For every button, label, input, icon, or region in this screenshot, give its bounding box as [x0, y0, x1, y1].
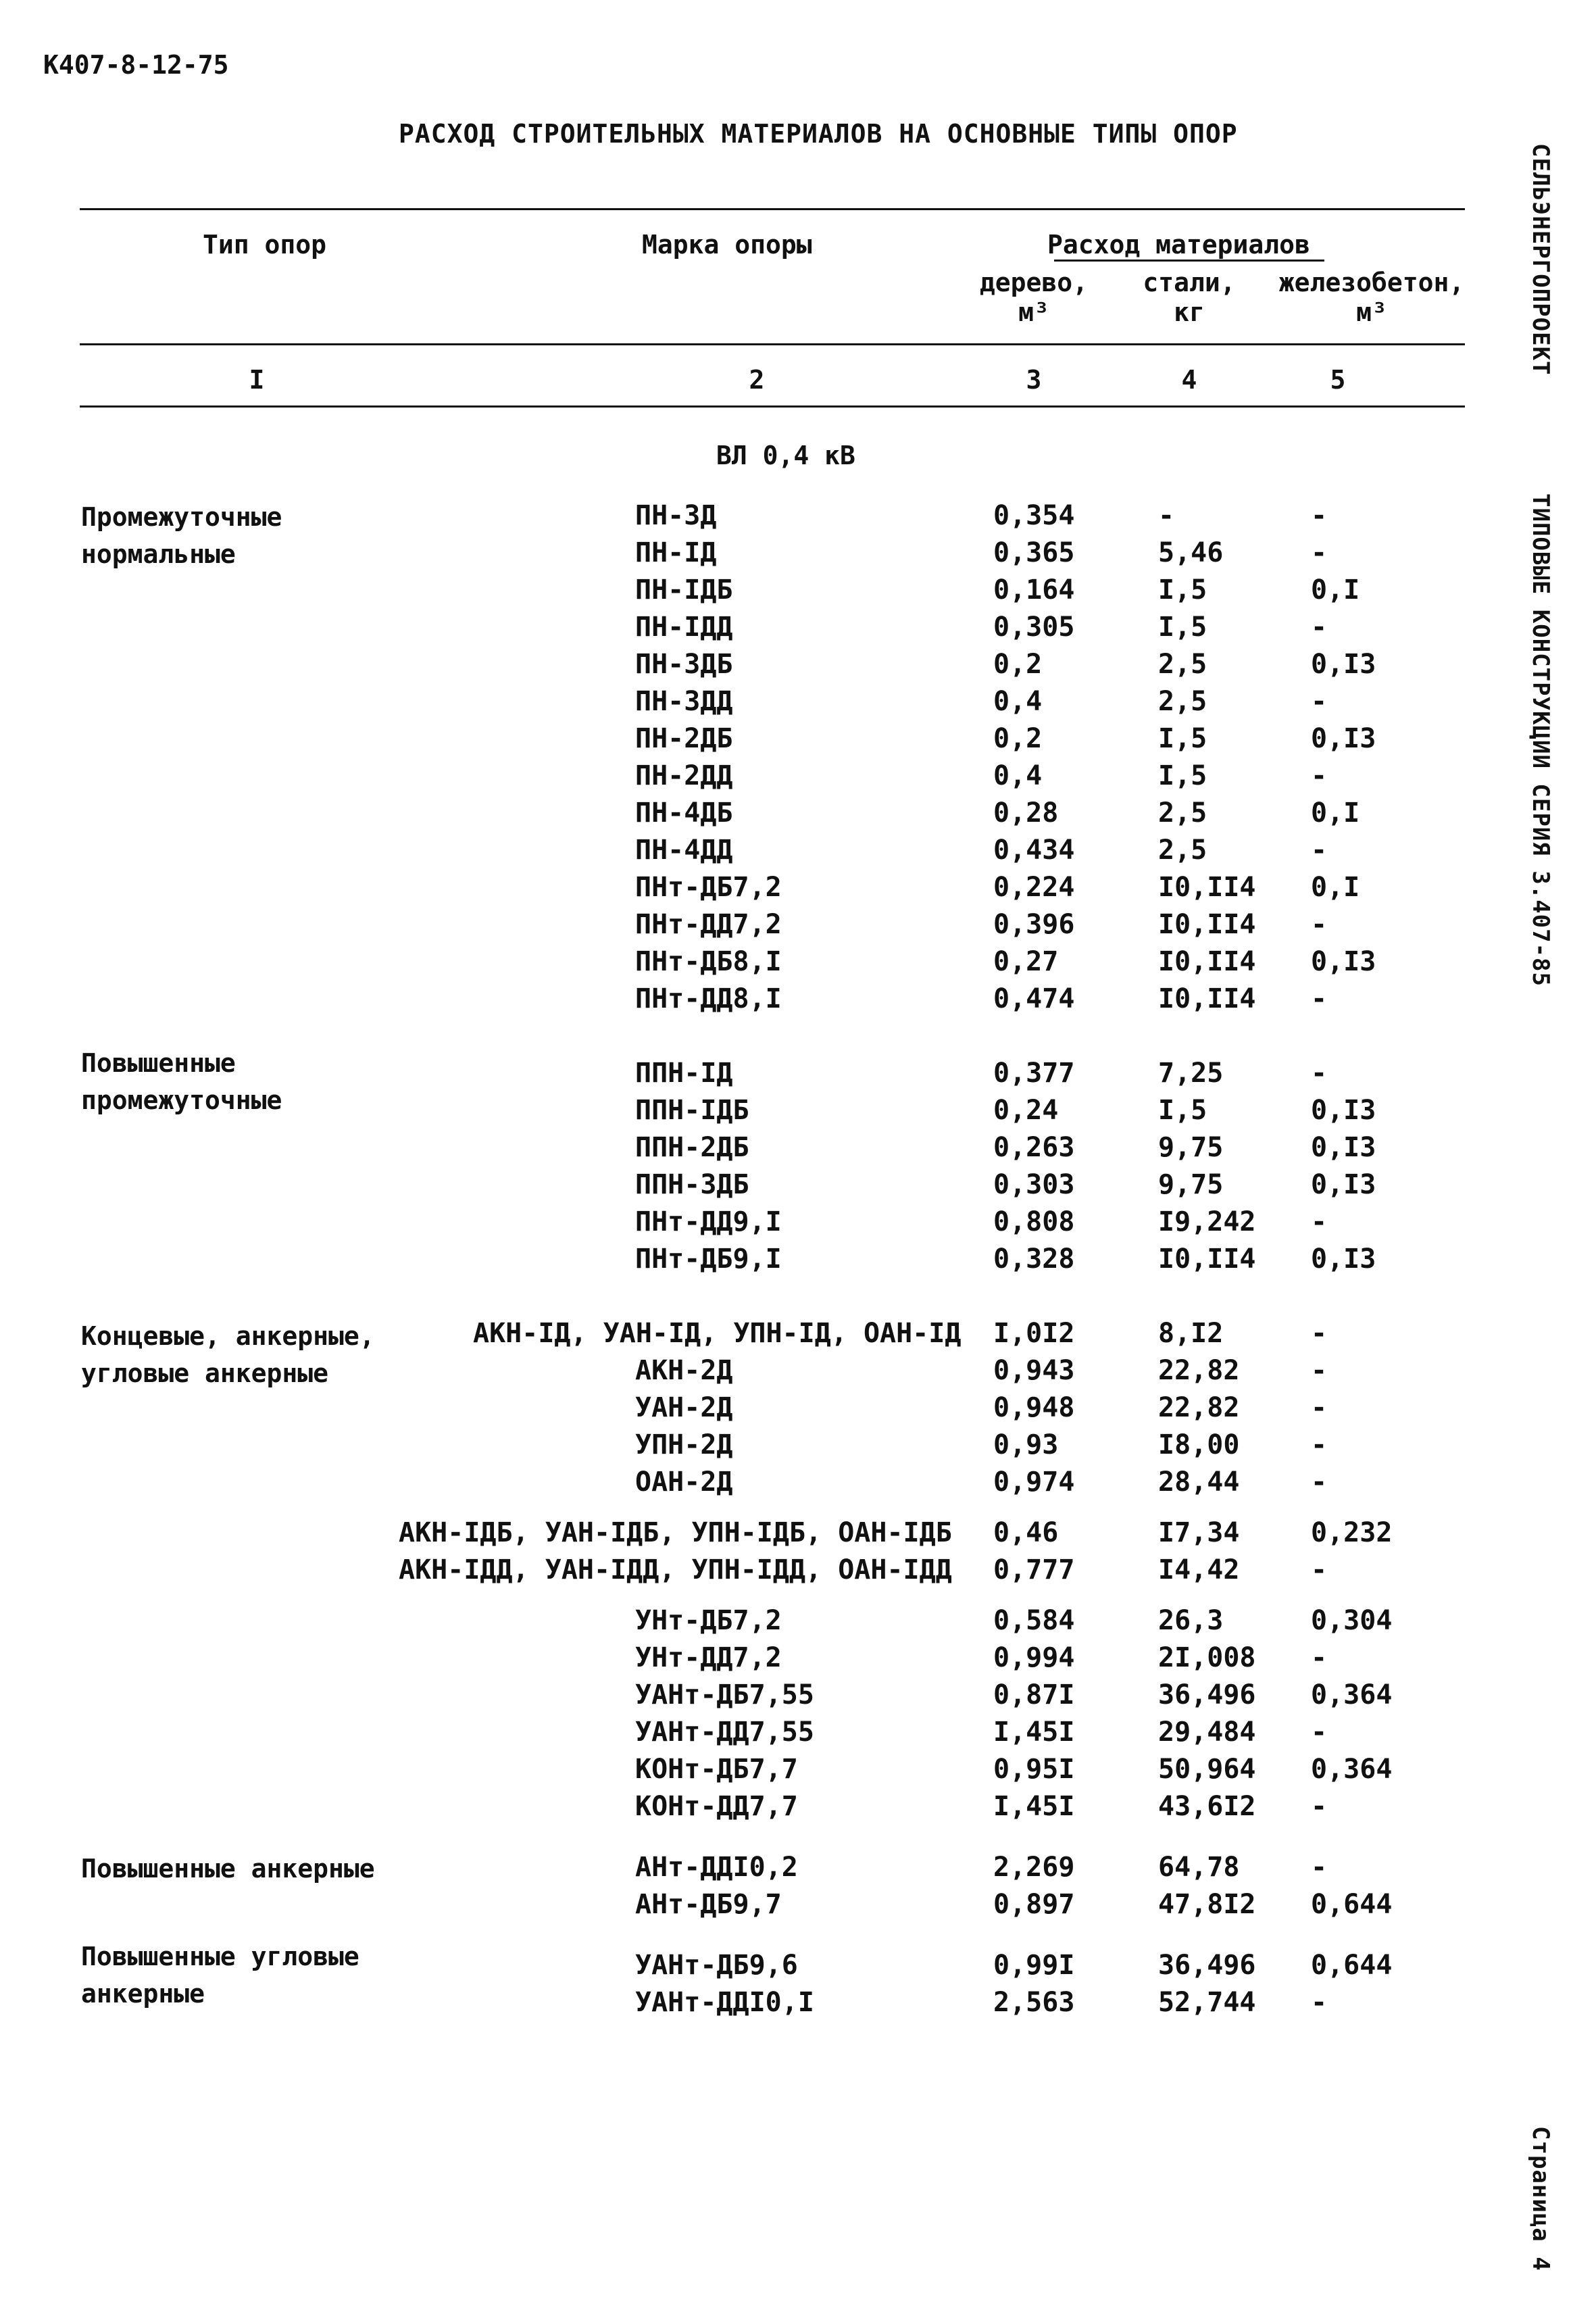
cell-concrete: 0,232 [1311, 1517, 1393, 1548]
cell-steel: - [1158, 500, 1175, 531]
cell-mark: ППН-3ДБ [635, 1169, 749, 1200]
cell-mark: ПНт-ДД9,I [635, 1206, 782, 1237]
group-label: Повышенные промежуточные [81, 1048, 282, 1115]
cell-wood: 0,974 [993, 1467, 1075, 1498]
cell-concrete: - [1311, 537, 1328, 568]
cell-mark: АКН-2Д [635, 1355, 733, 1386]
cell-steel: 26,3 [1158, 1605, 1224, 1636]
cell-mark: ПНт-ДД7,2 [635, 909, 782, 940]
header-concrete-unit: м³ [1356, 297, 1387, 327]
cell-wood: 0,948 [993, 1392, 1075, 1423]
cell-mark: ПНт-ДБ8,I [635, 946, 782, 977]
cell-wood: 0,93 [993, 1429, 1059, 1460]
cell-wood: 0,87I [993, 1679, 1075, 1710]
cell-wood: 0,474 [993, 983, 1075, 1014]
cell-wood: 0,46 [993, 1517, 1059, 1548]
cell-wood: 0,4 [993, 760, 1043, 791]
cell-wood: 0,434 [993, 835, 1075, 866]
cell-steel: 22,82 [1158, 1355, 1240, 1386]
side-org: СЕЛЬЭНЕРГОПРОЕКТ [1527, 143, 1554, 376]
cell-wood: 0,27 [993, 946, 1059, 977]
cell-concrete: 0,364 [1311, 1754, 1393, 1785]
cell-wood: 0,377 [993, 1058, 1075, 1089]
cell-concrete: - [1311, 1717, 1328, 1748]
cell-wood: 0,4 [993, 686, 1043, 717]
cell-steel: 2,5 [1158, 649, 1207, 680]
cell-mark: АКН-IДБ, УАН-IДБ, УПН-IДБ, ОАН-IДБ [399, 1517, 952, 1548]
cell-concrete: - [1311, 1429, 1328, 1460]
cell-mark: ПНт-ДД8,I [635, 983, 782, 1014]
cell-mark: АНт-ДДI0,2 [635, 1852, 798, 1883]
top-rule [80, 208, 1465, 210]
cell-wood: 0,396 [993, 909, 1075, 940]
cell-steel: 22,82 [1158, 1392, 1240, 1423]
cell-wood: 0,99I [993, 1950, 1075, 1981]
cell-wood: 0,224 [993, 872, 1075, 903]
cell-wood: 0,943 [993, 1355, 1075, 1386]
cell-mark: ПН-2ДБ [635, 723, 733, 754]
cell-mark: ПН-3ДБ [635, 649, 733, 680]
cell-wood: 0,354 [993, 500, 1075, 531]
cell-wood: 0,897 [993, 1889, 1075, 1920]
cell-steel: I0,II4 [1158, 983, 1256, 1014]
cell-mark: КОНт-ДД7,7 [635, 1791, 798, 1822]
cell-steel: 43,6I2 [1158, 1791, 1256, 1822]
materials-underline [1054, 260, 1324, 262]
cell-steel: 36,496 [1158, 1950, 1256, 1981]
cell-steel: I0,II4 [1158, 946, 1256, 977]
cell-steel: 36,496 [1158, 1679, 1256, 1710]
numbers-rule [80, 405, 1465, 408]
cell-mark: УНт-ДБ7,2 [635, 1605, 782, 1636]
cell-mark: ППН-IДБ [635, 1095, 749, 1126]
cell-concrete: 0,364 [1311, 1679, 1393, 1710]
page-title: РАСХОД СТРОИТЕЛЬНЫХ МАТЕРИАЛОВ НА ОСНОВНЫЕ ТИПЫ ОПОР [399, 119, 1238, 149]
cell-mark: АНт-ДБ9,7 [635, 1889, 782, 1920]
cell-concrete: 0,644 [1311, 1950, 1393, 1981]
cell-concrete: 0,644 [1311, 1889, 1393, 1920]
cell-wood: I,0I2 [993, 1318, 1075, 1349]
cell-concrete: 0,I3 [1311, 1244, 1376, 1275]
cell-wood: 0,24 [993, 1095, 1059, 1126]
header-wood-unit: м³ [1018, 297, 1049, 327]
cell-concrete: 0,I3 [1311, 1169, 1376, 1200]
cell-wood: 2,563 [993, 1987, 1075, 2018]
header-rule [80, 343, 1465, 345]
cell-mark: ПН-2ДД [635, 760, 733, 791]
cell-mark: ПН-IДБ [635, 574, 733, 606]
cell-steel: I,5 [1158, 1095, 1207, 1126]
section-title: ВЛ 0,4 кВ [716, 441, 855, 470]
cell-concrete: - [1311, 909, 1328, 940]
cell-mark: УАН-2Д [635, 1392, 733, 1423]
header-concrete: железобетон, [1278, 268, 1465, 297]
cell-concrete: - [1311, 1355, 1328, 1386]
cell-steel: I,5 [1158, 612, 1207, 643]
cell-concrete: - [1311, 1554, 1328, 1585]
cell-concrete: - [1311, 1318, 1328, 1349]
cell-wood: 0,777 [993, 1554, 1075, 1585]
cell-wood: 0,584 [993, 1605, 1075, 1636]
cell-mark: КОНт-ДБ7,7 [635, 1754, 798, 1785]
group-label: Повышенные угловые анкерные [81, 1942, 359, 2009]
cell-steel: I0,II4 [1158, 909, 1256, 940]
group-label: Концевые, анкерные, угловые анкерные [81, 1321, 375, 1388]
header-wood: дерево, [979, 268, 1089, 297]
cell-concrete: 0,I [1311, 574, 1360, 606]
cell-concrete: - [1311, 612, 1328, 643]
cell-steel: I0,II4 [1158, 872, 1256, 903]
cell-mark: УНт-ДД7,2 [635, 1642, 782, 1673]
cell-mark: ПНт-ДБ9,I [635, 1244, 782, 1275]
cell-concrete: - [1311, 1852, 1328, 1883]
cell-concrete: 0,I [1311, 872, 1360, 903]
cell-mark: ППН-2ДБ [635, 1132, 749, 1163]
cell-concrete: - [1311, 1058, 1328, 1089]
cell-wood: 0,328 [993, 1244, 1075, 1275]
cell-steel: I4,42 [1158, 1554, 1240, 1585]
cell-mark: УАНт-ДБ9,6 [635, 1950, 798, 1981]
cell-concrete: 0,I3 [1311, 1095, 1376, 1126]
cell-mark: ПНт-ДБ7,2 [635, 872, 782, 903]
side-page: Страница 4 [1527, 2126, 1554, 2271]
group-label: Повышенные анкерные [81, 1854, 375, 1884]
cell-concrete: 0,304 [1311, 1605, 1393, 1636]
cell-concrete: - [1311, 983, 1328, 1014]
cell-concrete: - [1311, 1791, 1328, 1822]
header-steel-unit: кг [1174, 297, 1205, 327]
cell-concrete: 0,I3 [1311, 1132, 1376, 1163]
cell-wood: I,45I [993, 1717, 1075, 1748]
cell-wood: 0,263 [993, 1132, 1075, 1163]
cell-steel: I7,34 [1158, 1517, 1240, 1548]
cell-mark: ППН-IД [635, 1058, 733, 1089]
cell-mark: ПН-4ДБ [635, 797, 733, 829]
cell-mark: УАНт-ДД7,55 [635, 1717, 814, 1748]
cell-steel: 2,5 [1158, 797, 1207, 829]
cell-steel: 9,75 [1158, 1169, 1224, 1200]
cell-concrete: - [1311, 500, 1328, 531]
cell-concrete: - [1311, 1987, 1328, 2018]
cell-steel: 47,8I2 [1158, 1889, 1256, 1920]
cell-wood: 0,305 [993, 612, 1075, 643]
cell-mark: ПН-3Д [635, 500, 717, 531]
cell-steel: 29,484 [1158, 1717, 1256, 1748]
header-mark: Марка опоры [642, 230, 812, 260]
col-num-2: 2 [749, 365, 765, 395]
cell-concrete: - [1311, 686, 1328, 717]
cell-steel: 50,964 [1158, 1754, 1256, 1785]
cell-concrete: 0,I3 [1311, 649, 1376, 680]
cell-wood: 0,365 [993, 537, 1075, 568]
cell-steel: 7,25 [1158, 1058, 1224, 1089]
col-num-3: 3 [1026, 365, 1042, 395]
cell-wood: 0,808 [993, 1206, 1075, 1237]
cell-concrete: 0,I3 [1311, 946, 1376, 977]
cell-steel: 5,46 [1158, 537, 1224, 568]
cell-steel: I9,242 [1158, 1206, 1256, 1237]
cell-mark: УАНт-ДБ7,55 [635, 1679, 814, 1710]
cell-wood: 0,164 [993, 574, 1075, 606]
col-num-4: 4 [1181, 365, 1197, 395]
cell-steel: I,5 [1158, 760, 1207, 791]
cell-concrete: - [1311, 1392, 1328, 1423]
cell-wood: I,45I [993, 1791, 1075, 1822]
cell-mark: УПН-2Д [635, 1429, 733, 1460]
cell-steel: 64,78 [1158, 1852, 1240, 1883]
cell-concrete: 0,I [1311, 797, 1360, 829]
cell-concrete: - [1311, 835, 1328, 866]
cell-wood: 0,2 [993, 723, 1043, 754]
cell-wood: 0,2 [993, 649, 1043, 680]
cell-steel: 8,I2 [1158, 1318, 1224, 1349]
cell-steel: 52,744 [1158, 1987, 1256, 2018]
cell-steel: 2I,008 [1158, 1642, 1256, 1673]
cell-steel: 2,5 [1158, 686, 1207, 717]
cell-steel: I,5 [1158, 574, 1207, 606]
cell-mark: УАНт-ДДI0,I [635, 1987, 814, 2018]
cell-concrete: - [1311, 1642, 1328, 1673]
cell-wood: 2,269 [993, 1852, 1075, 1883]
header-steel: стали, [1143, 268, 1236, 297]
cell-concrete: - [1311, 1206, 1328, 1237]
cell-mark: ПН-3ДД [635, 686, 733, 717]
document-code: К407-8-12-75 [43, 50, 229, 80]
cell-steel: I,5 [1158, 723, 1207, 754]
cell-wood: 0,95I [993, 1754, 1075, 1785]
cell-mark: ПН-4ДД [635, 835, 733, 866]
cell-mark: ПН-IДД [635, 612, 733, 643]
header-type: Тип опор [203, 230, 327, 260]
cell-mark: АКН-IДД, УАН-IДД, УПН-IДД, ОАН-IДД [399, 1554, 952, 1585]
cell-wood: 0,303 [993, 1169, 1075, 1200]
col-num-1: I [249, 365, 265, 395]
col-num-5: 5 [1330, 365, 1346, 395]
cell-steel: I0,II4 [1158, 1244, 1256, 1275]
cell-wood: 0,994 [993, 1642, 1075, 1673]
cell-mark: ПН-IД [635, 537, 717, 568]
cell-steel: 9,75 [1158, 1132, 1224, 1163]
group-label: Промежуточные нормальные [81, 502, 282, 569]
cell-wood: 0,28 [993, 797, 1059, 829]
side-series: ТИПОВЫЕ КОНСТРУКЦИИ СЕРИЯ 3.407-85 [1527, 493, 1554, 987]
cell-concrete: - [1311, 760, 1328, 791]
cell-steel: I8,00 [1158, 1429, 1240, 1460]
cell-mark: АКН-IД, УАН-IД, УПН-IД, ОАН-IД [473, 1318, 962, 1349]
cell-steel: 28,44 [1158, 1467, 1240, 1498]
cell-concrete: - [1311, 1467, 1328, 1498]
cell-steel: 2,5 [1158, 835, 1207, 866]
header-materials: Расход материалов [1047, 230, 1310, 260]
cell-mark: ОАН-2Д [635, 1467, 733, 1498]
cell-concrete: 0,I3 [1311, 723, 1376, 754]
